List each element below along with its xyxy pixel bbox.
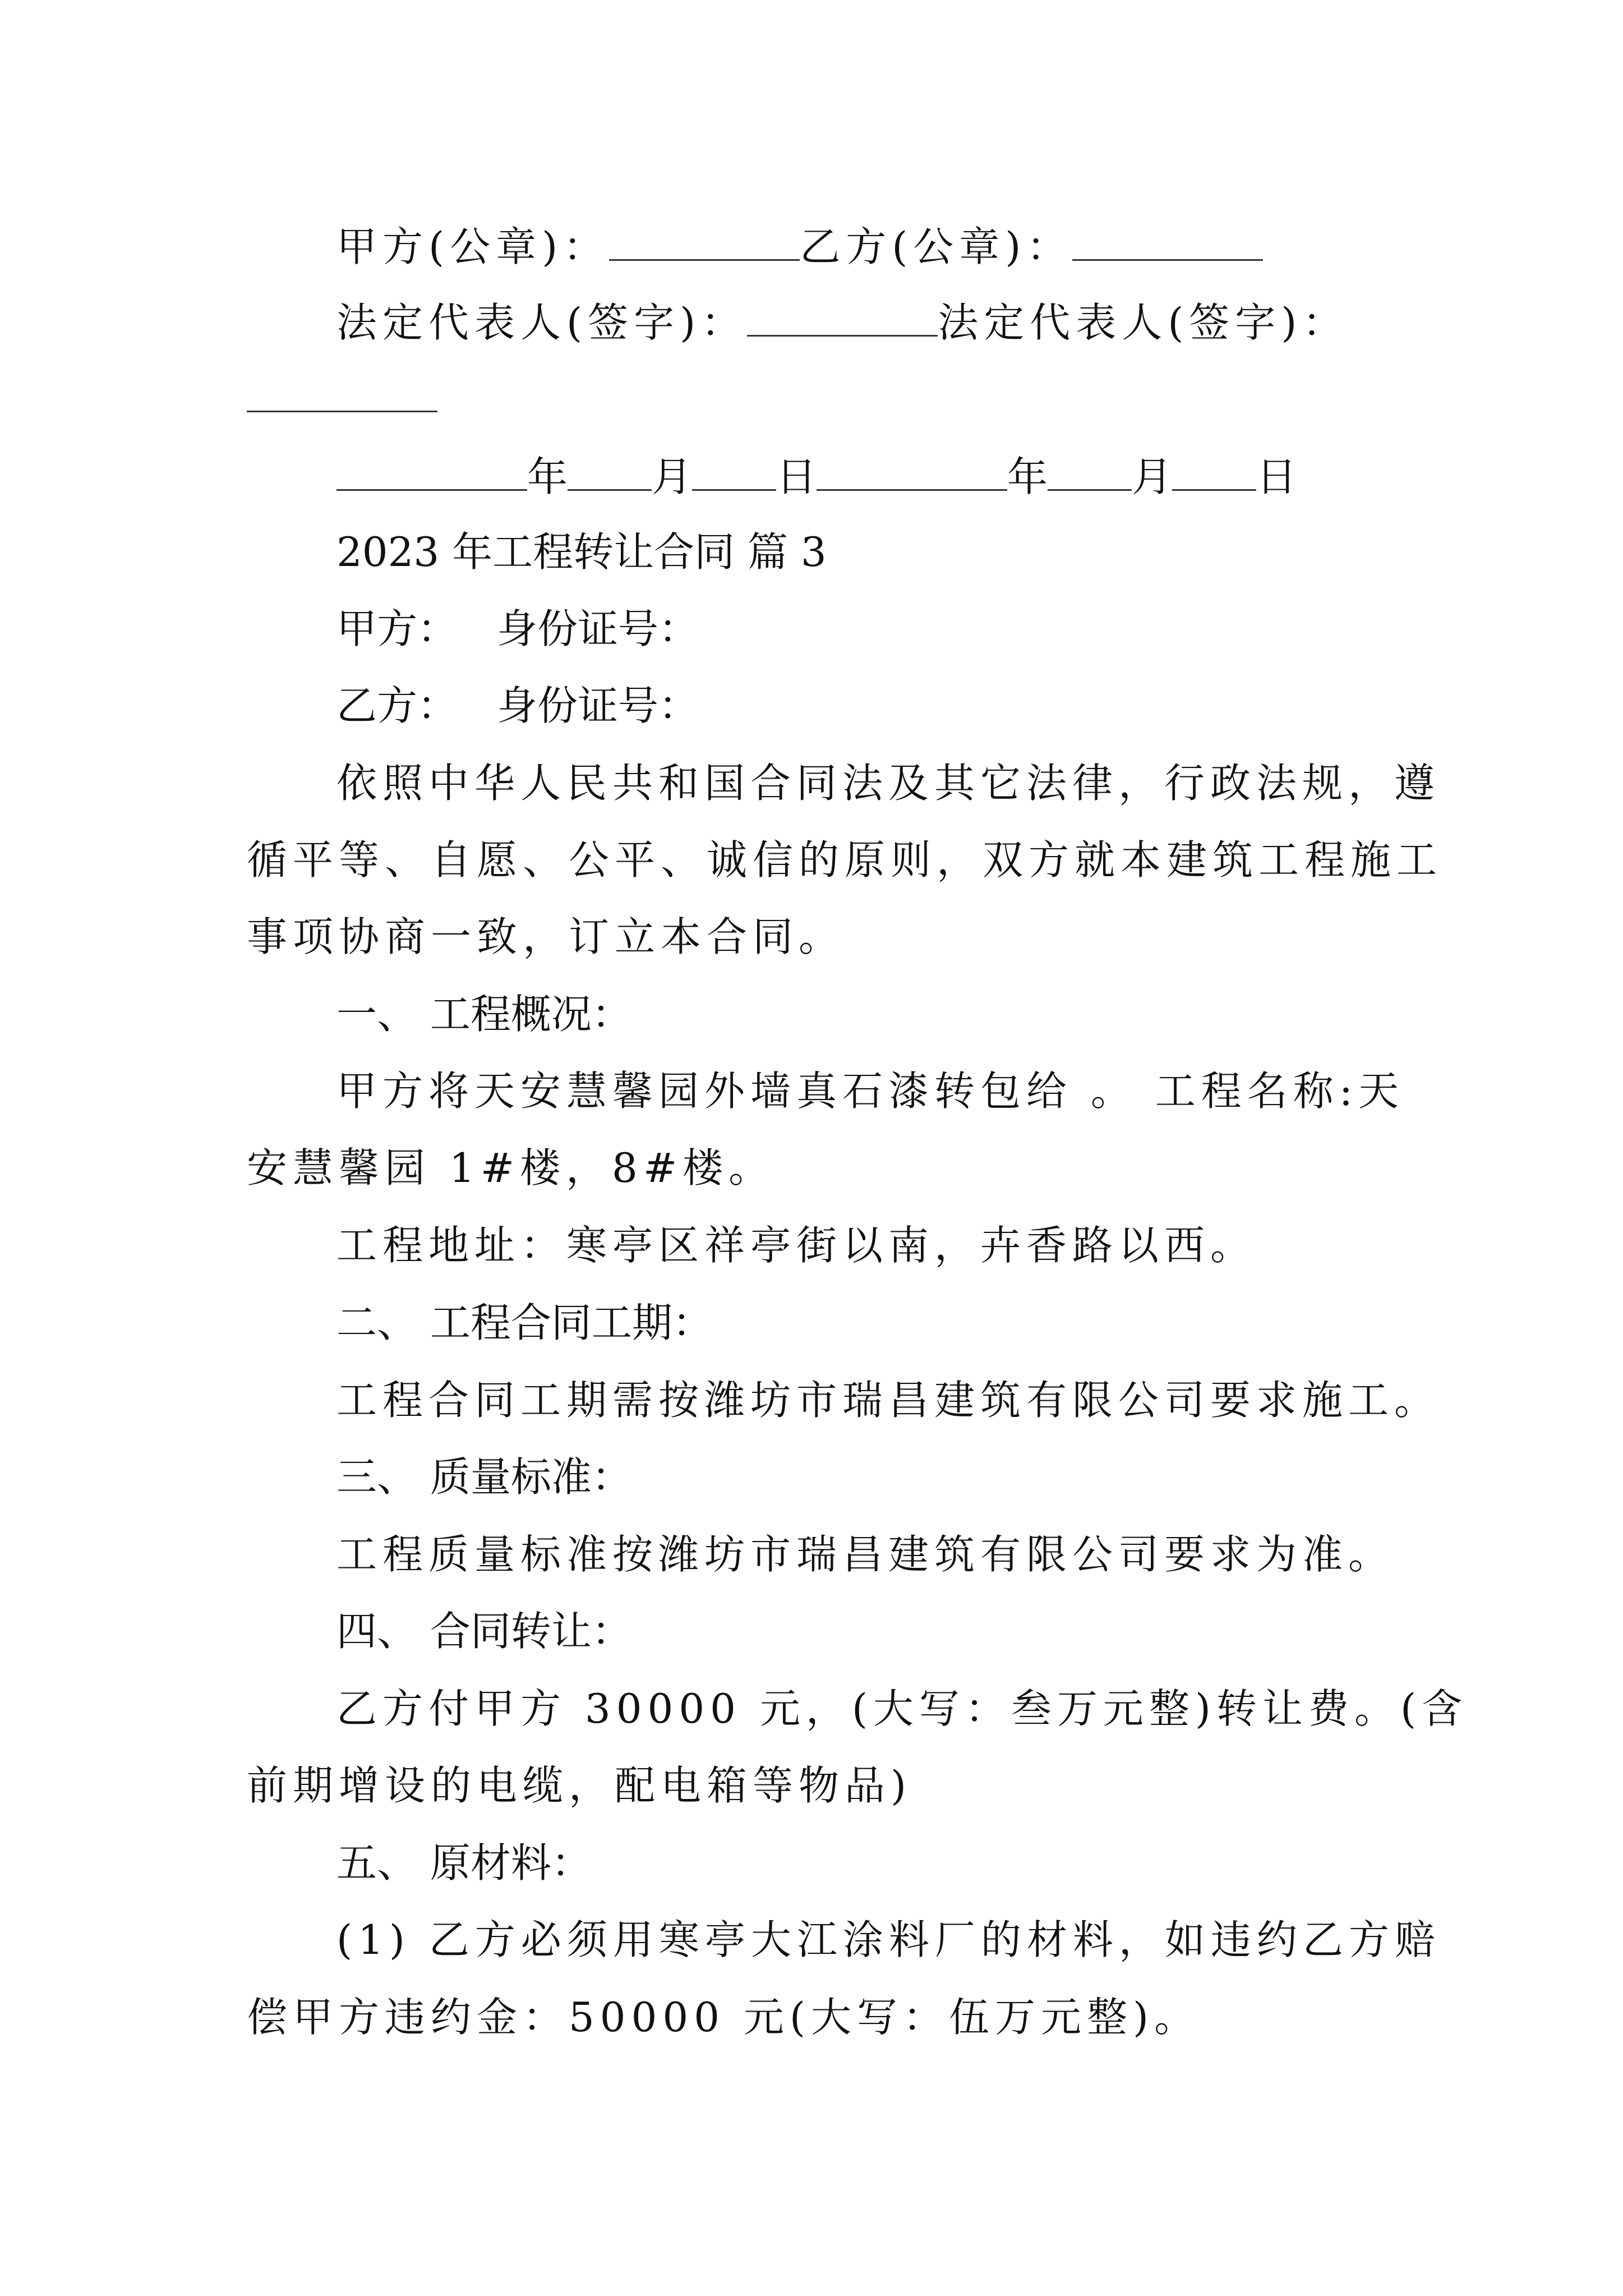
section-2-heading: 二、 工程合同工期： [336, 1299, 713, 1346]
section-4-para-line-2: 前期增设的电缆，配电箱等物品) [247, 1762, 912, 1809]
date-a-month-label: 月 [652, 453, 693, 500]
date-a-year-label: 年 [527, 453, 568, 500]
legal-rep-a-label: 法定代表人(签字)： [336, 299, 748, 346]
section-5-para-line-2: 偿甲方违约金：50000 元(大写：伍万元整)。 [247, 1994, 1201, 2041]
date-b-year-label: 年 [1007, 453, 1048, 500]
date-b-month-blank [1048, 454, 1132, 491]
intro-line-3: 事项协商一致，订立本合同。 [247, 913, 845, 960]
intro-line-2: 循平等、自愿、公平、诚信的原则，双方就本建筑工程施工 [247, 836, 1443, 884]
section-1-para-1-line-1: 甲方将天安慧馨园外墙真石漆转包给 。 工程名称:天 [336, 1068, 1405, 1115]
party-a-row [336, 605, 699, 652]
party-b-label: 乙方： [336, 682, 458, 729]
section-1-para-1-line-2: 安慧馨园 1#楼，8#楼。 [247, 1144, 775, 1191]
seal-row [336, 223, 1263, 270]
party-a-label: 甲方： [336, 605, 458, 652]
party-b-seal-label: 乙方(公章)： [800, 223, 1073, 270]
legal-rep-b-row [247, 376, 437, 418]
party-a-seal-blank [609, 224, 800, 261]
party-b-seal-blank [1072, 224, 1263, 261]
section-1-para-2: 工程地址：寒亭区祥亭街以南，卉香路以西。 [336, 1222, 1257, 1269]
legal-rep-b-blank [247, 376, 437, 412]
date-a-year-blank [336, 454, 527, 491]
section-4-heading: 四、 合同转让： [336, 1608, 632, 1655]
date-b-year-blank [817, 454, 1007, 491]
section-3-para: 工程质量标准按潍坊市瑞昌建筑有限公司要求为准。 [336, 1531, 1395, 1578]
party-a-seal-label: 甲方(公章)： [336, 223, 610, 270]
date-a-day-label: 日 [776, 453, 817, 500]
section-5-heading: 五、 原材料： [336, 1839, 592, 1887]
contract-title: 2023 年工程转让合同 篇 3 [336, 528, 827, 576]
legal-rep-row [336, 299, 1349, 346]
date-a-day-blank [692, 454, 776, 491]
date-a-month-blank [568, 454, 652, 491]
party-b-row [336, 682, 699, 729]
section-4-para-line-1: 乙方付甲方 30000 元，(大写：叁万元整)转让费。(含 [336, 1685, 1468, 1732]
party-a-id-label: 身份证号： [497, 605, 699, 652]
section-1-heading: 一、 工程概况： [336, 991, 632, 1038]
date-row [336, 453, 1297, 500]
legal-rep-a-blank [747, 300, 938, 337]
date-b-month-label: 月 [1132, 453, 1173, 500]
legal-rep-b-label: 法定代表人(签字)： [938, 299, 1349, 346]
date-b-day-blank [1172, 454, 1256, 491]
section-3-heading: 三、 质量标准： [336, 1453, 632, 1501]
intro-line-1: 依照中华人民共和国合同法及其它法律，行政法规，遵 [336, 760, 1441, 807]
section-5-para-line-1: (1) 乙方必须用寒亭大江涂料厂的材料，如违约乙方赔 [336, 1916, 1441, 1963]
party-b-id-label: 身份证号： [497, 682, 699, 729]
date-b-day-label: 日 [1256, 453, 1297, 500]
section-2-para: 工程合同工期需按潍坊市瑞昌建筑有限公司要求施工。 [336, 1377, 1441, 1424]
